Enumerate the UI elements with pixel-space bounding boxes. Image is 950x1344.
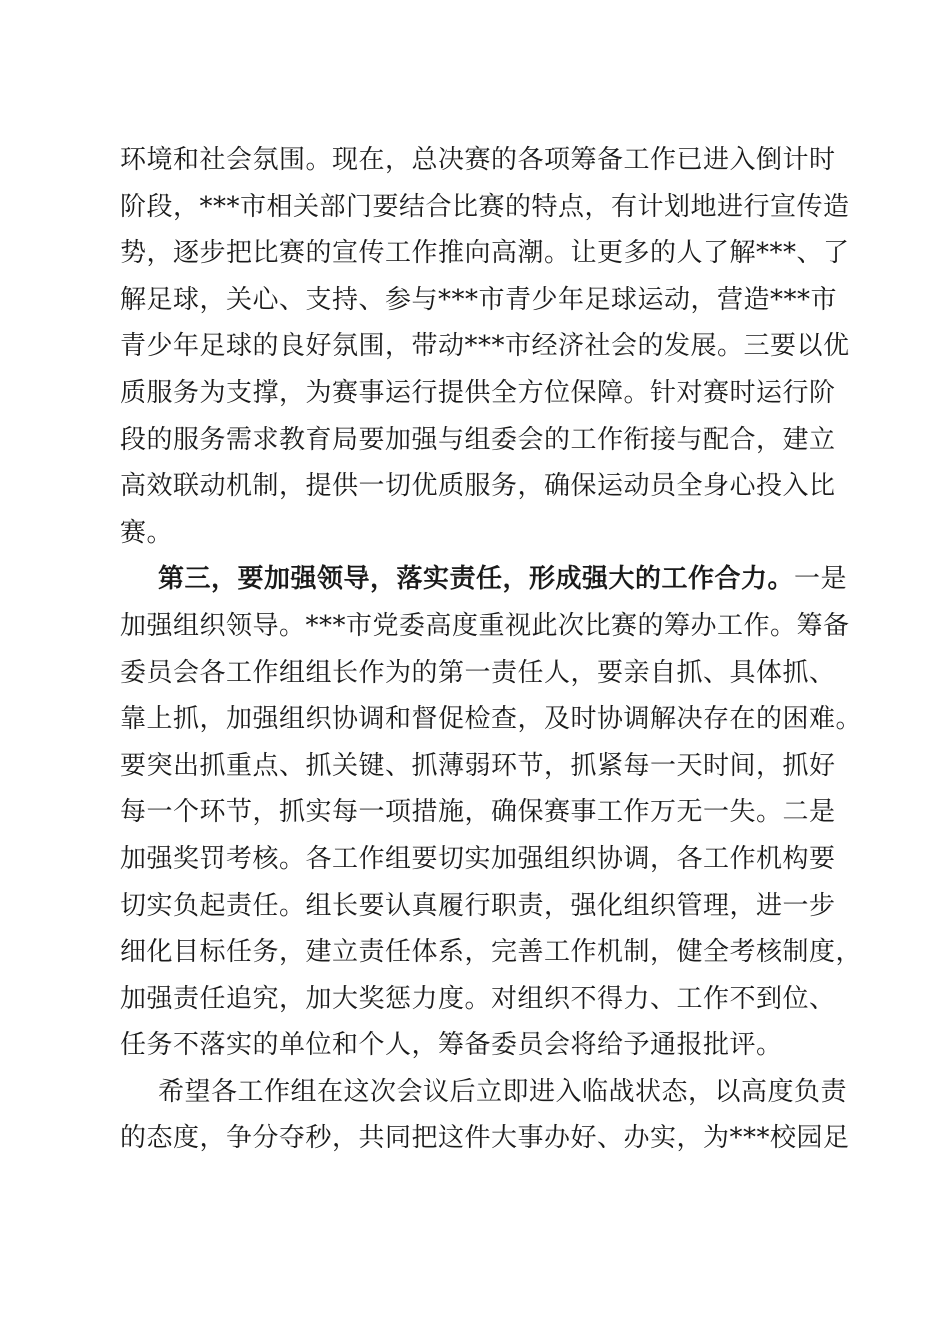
paragraph-line: 青少年足球的良好氛围，带动***市经济社会的发展。三要以优: [120, 331, 850, 362]
paragraph-line: 加强责任追究，加大奖惩力度。对组织不得力、工作不到位、: [120, 983, 836, 1014]
paragraph-line: 质服务为支撑，为赛事运行提供全方位保障。针对赛时运行阶: [120, 377, 836, 408]
paragraph-first-line: [120, 556, 880, 603]
paragraph-line: 要突出抓重点、抓关键、抓薄弱环节，抓紧每一天时间，抓好: [120, 750, 836, 781]
paragraph-line: 段的服务需求教育局要加强与组委会的工作衔接与配合，建立: [120, 424, 836, 455]
paragraph-line: 委员会各工作组组长作为的第一责任人，要亲自抓、具体抓、: [120, 657, 836, 688]
paragraph-line: 的态度，争分夺秒，共同把这件大事办好、办实，为***校园足: [120, 1123, 850, 1154]
paragraph-line: 阶段，***市相关部门要结合比赛的特点，有计划地进行宣传造: [120, 191, 850, 222]
paragraph-line: 环境和社会氛围。现在，总决赛的各项筹备工作已进入倒计时: [120, 145, 836, 175]
paragraph-line: 加强奖罚考核。各工作组要切实加强组织协调，各工作机构要: [120, 843, 836, 874]
paragraph-line: 希望各工作组在这次会议后立即进入临战状态，以高度负责: [158, 1076, 848, 1107]
paragraph-line: 势，逐步把比赛的宣传工作推向高潮。让更多的人了解***、了: [120, 238, 850, 269]
paragraph-line: 赛。: [120, 517, 174, 548]
paragraph-line: 解足球，关心、支持、参与***市青少年足球运动，营造***市: [120, 284, 838, 315]
paragraph-line: 加强组织领导。***市党委高度重视此次比赛的筹办工作。筹备: [120, 610, 850, 641]
paragraph-line: 靠上抓，加强组织协调和督促检查，及时协调解决存在的困难。: [120, 704, 863, 735]
paragraph-line: 每一个环节，抓实每一项措施，确保赛事工作万无一失。二是: [120, 797, 836, 828]
section-heading: 第三，要加强领导，落实责任，形成强大的工作合力。: [158, 564, 795, 595]
paragraph-line: 切实负起责任。组长要认真履行职责，强化组织管理，进一步: [120, 890, 836, 921]
paragraph-line: 高效联动机制，提供一切优质服务，确保运动员全身心投入比: [120, 471, 836, 502]
document-body: [120, 137, 880, 1162]
paragraph-line: 任务不落实的单位和个人，筹备委员会将给予通报批评。: [120, 1030, 783, 1061]
paragraph-line-rest: 一是: [794, 564, 848, 595]
paragraph-line: 细化目标任务，建立责任体系，完善工作机制，健全考核制度，: [120, 937, 863, 968]
